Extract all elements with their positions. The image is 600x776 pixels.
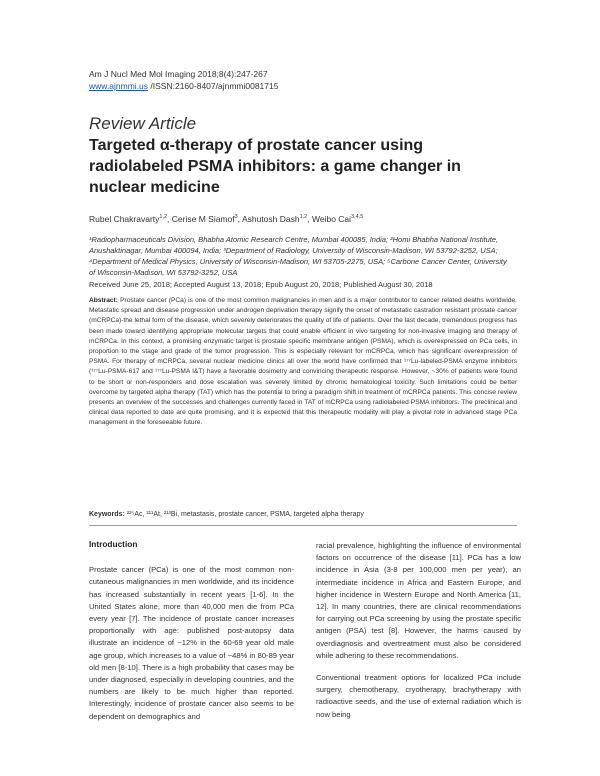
section-heading-introduction: Introduction: [89, 539, 138, 549]
paragraph: Prostate cancer (PCa) is one of the most common non-cutaneous malignancies in men worldwide, and its incidence has increased substantially in recent years [1-6]. In the United States alone, more than 40,000 men die from PCa every year [7]. The incidence of prostate cancer increases proportionally with age: published post-autopsy data illustrate an incidence of ~12% in the 60-69 year old male age group, which increases to a value of ~48% in 80-89 year old men [8-10]. There is a high probability that cases may be under diagnosed, especially in developing countries, and the numbers are likely to be much higher than reported. Interestingly, incidence of prostate cancer also seems to be dependent on demographics and: [89, 565, 294, 721]
abstract-label: Abstract:: [89, 297, 118, 304]
article-type: Review Article: [89, 114, 197, 133]
author-name: Rubel Chakravarty: [89, 214, 160, 224]
paragraph: racial prevalence, highlighting the influence of environmental factors on occurrence of the disease [11]. PCa has a low incidence in Asia (3-8 per 100,000 men per year), an intermediate incidence in Africa and Eastern Europe, and higher incidence in Western Europe and North America [11, 12]. In many countries, there are clinical recommendations for carrying out PCa screening by using the prostate specific antigen (PSA) test [8]. However, the harms caused by overdiagnosis and overtreatment must also be considered while adhering to these recommendations.: [316, 541, 521, 660]
author-affil: 3: [234, 214, 238, 221]
author-name: Weibo Cai: [311, 214, 352, 224]
keywords-label: Keywords:: [89, 511, 125, 518]
journal-link[interactable]: www.ajnmmi.us: [89, 81, 149, 91]
journal-issn: /ISSN:2160-8407/ajnmmi0081715: [148, 81, 279, 91]
publication-dates: Received June 25, 2018; Accepted August 13, 2018; Epub August 20, 2018; Published August 30, 2018: [89, 280, 433, 289]
divider: [89, 525, 517, 526]
author-affil: 1,2: [159, 214, 168, 221]
affiliations: ¹Radiopharmaceuticals Division, Bhabha Atomic Research Centre, Mumbai 400085, India; ²Homi Bhabha National Institute, Anushaktinagar, Mumbai 400094, India; ³Department of Radiology, University of Wisconsin-Madison, WI 53792-3252, USA; ⁴Department of Medical Physics, University of Wisconsin-Madison, WI 53705-2275, USA; ⁵Carbone Cancer Center, University of Wisconsin-Madison, WI 53792-3252, USA: [89, 235, 507, 277]
author-name: Ashutosh Dash: [241, 214, 300, 224]
journal-citation: Am J Nucl Med Mol Imaging 2018;8(4):247-267: [89, 69, 268, 79]
left-column: [89, 538, 294, 776]
right-column: [316, 540, 521, 776]
article-title: Targeted α-therapy of prostate cancer using radiolabeled PSMA inhibitors: a game changer in nuclear medicine: [89, 137, 461, 196]
author-name: Cerise M Siamof: [171, 214, 235, 224]
paragraph: Conventional treatment options for localized PCa include surgery, chemotherapy, cryotherapy, brachytherapy with radioactive seeds, and the use of external radiation which is now being: [316, 673, 521, 719]
author-affil: 1,2: [299, 214, 308, 221]
author-affil: 3,4,5: [351, 214, 364, 221]
journal-header: [89, 68, 278, 92]
keywords-text: ²²⁵Ac, ²¹¹At, ²¹³Bi, metastasis, prostate cancer, PSMA, targeted alpha therapy: [126, 511, 364, 518]
journal-url-line: [89, 80, 278, 92]
author-list: Rubel Chakravarty$^{1,2}$, Cerise M Siamof$^3$, Ashutosh Dash$^{1,2}$, Weibo Cai$^{3,4,5}$: [89, 214, 364, 224]
keywords: [89, 511, 364, 518]
abstract-text: Prostate cancer (PCa) is one of the most common malignancies in men and is a major contributor to cancer related deaths worldwide. Metastatic spread and disease progression under androgen deprivation therapy signify the onset of metastatic castration resistant prostate cancer (mCRPCa)-the lethal form of the disease, which severely deteriorates the quality of life of patients. Over the last decade, tremendous progress has been made toward identifying appropriate molecular targets that could enable efficient in vivo targeting for non-invasive imaging and therapy of mCRPCa. In this context, a promising enzymatic target is prostate specific membrane antigen (PSMA), which is overexpressed on PCa cells, in proportion to the stage and grade of the tumor progression. This is especially relevant for mCRPCa, which has significant overexpression of PSMA. For therapy of mCRPCa, several nuclear medicine clinics all over the world have confirmed that ¹⁷⁷Lu-labeled-PSMA enzyme inhibitors (¹⁷⁷Lu-PSMA-617 and ¹⁷⁷Lu-PSMA I&T) have a favorable dosimetry and convincing therapeutic response. However, ~30% of patients were found to be short or non-responders and dose escalation was severely limited by chronic hematological toxicity. Such limitations could be better overcome by targeted alpha therapy (TAT) which has the potential to bring a paradigm shift in treatment of mCRPCa patients. This concise review presents an overview of the successes and challenges currently faced in TAT of mCRPCa using radiolabeled PSMA inhibitors. The preclinical and clinical data reported to date are quite promising, and it is expected that this therapeutic modality will play a pivotal role in advanced stage PCa management in the foreseeable future.: [89, 297, 517, 427]
abstract: [89, 296, 517, 495]
